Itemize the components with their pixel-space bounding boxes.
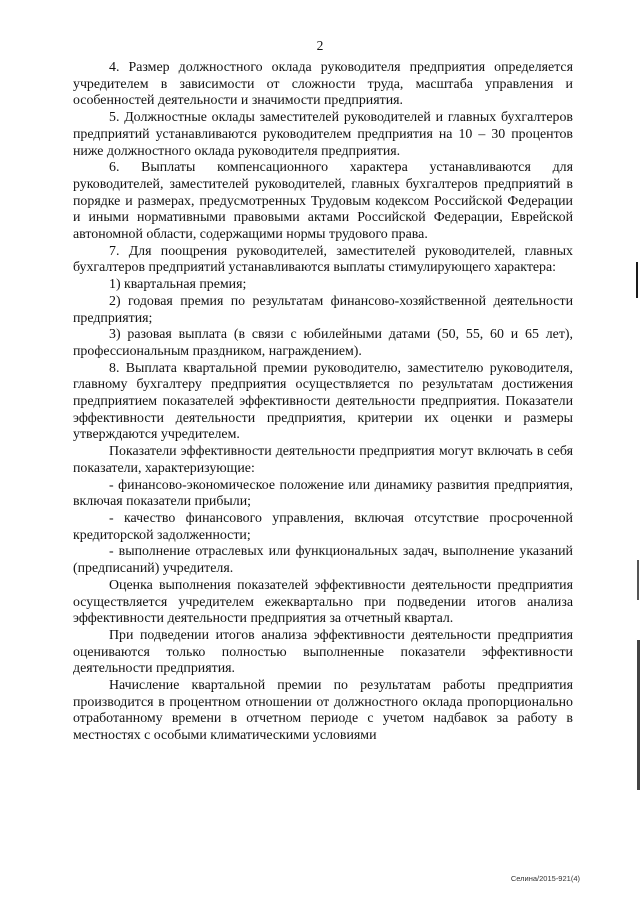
paragraph-efficiency-indicators: Показатели эффективности деятельности предприятия могут включать в себя показатели, характеризующие:	[73, 444, 573, 476]
paragraph-5-deputy-salaries: 5. Должностные оклады заместителей руководителей и главных бухгалтеров предприятий устанавливаются руководителем предприятия на 10 – 30 процентов ниже должностного оклада руководителя предприятия.	[73, 110, 573, 159]
document-reference-code: Селина/2015-921(4)	[510, 874, 580, 883]
paragraph-8-quarterly-bonus-payment: 8. Выплата квартальной премии руководителю, заместителю руководителя, главному бухгалтеру предприятия осуществляется по результатам достижения предприятием показателей эффективности деятельности предприятия. Показатели эффективности деятельности предприятия, критерии их оценки и размеры утверждаются учредителем.	[73, 360, 573, 443]
paragraph-7-incentive-payments: 7. Для поощрения руководителей, заместителей руководителей, главных бухгалтеров предприятий устанавливаются выплаты стимулирующего характера:	[73, 243, 573, 276]
scan-artifact-mark	[637, 560, 639, 600]
paragraph-6-compensation-payments: 6. Выплаты компенсационного характера устанавливаются для руководителей, заместителей руководителей, главных бухгалтеров предприятий в порядке и размерах, предусмотренных Трудовым кодексом Российской Федерации и иными нормативными правовыми актами Российской Федерации, Еврейской автономной области, содержащими нормы трудового права.	[73, 160, 573, 243]
list-item-tasks-fulfillment: - выполнение отраслевых или функциональных задач, выполнение указаний (предписаний) учредителя.	[73, 544, 573, 577]
list-item-one-time-payment: 3) разовая выплата (в связи с юбилейными датами (50, 55, 60 и 65 лет), профессиональным праздником, награждением).	[73, 327, 573, 359]
scan-artifact-mark	[636, 262, 638, 298]
page-number: 2	[316, 38, 324, 53]
paragraph-bonus-accrual: Начисление квартальной премии по результатам работы предприятия производится в процентном отношении от должностного оклада пропорционально отработанному времени в отчетном периоде с учетом надбавок за работу в местностях с особыми климатическими условиями	[73, 678, 573, 744]
list-item-financial-position: - финансово-экономическое положение или динамику развития предприятия, включая показатели прибыли;	[73, 477, 573, 510]
list-item-quarterly-bonus: 1) квартальная премия;	[109, 277, 247, 293]
document-body	[73, 60, 573, 745]
list-item-financial-management: - качество финансового управления, включая отсутствие просроченной кредиторской задолженности;	[73, 510, 573, 543]
list-item-annual-bonus: 2) годовая премия по результатам финансово-хозяйственной деятельности предприятия;	[73, 293, 573, 326]
paragraph-evaluation: Оценка выполнения показателей эффективности деятельности предприятия осуществляется учредителем ежеквартально при подведении итогов анализа эффективности деятельности предприятия за отчетный квартал.	[73, 577, 573, 627]
paragraph-4-salary-size: 4. Размер должностного оклада руководителя предприятия определяется учредителем в зависимости от сложности труда, масштаба управления и особенностей деятельности и значимости предприятия.	[73, 60, 573, 109]
paragraph-summary-analysis: При подведении итогов анализа эффективности деятельности предприятия оцениваются только полностью выполненные показатели эффективности деятельности предприятия.	[73, 627, 573, 677]
